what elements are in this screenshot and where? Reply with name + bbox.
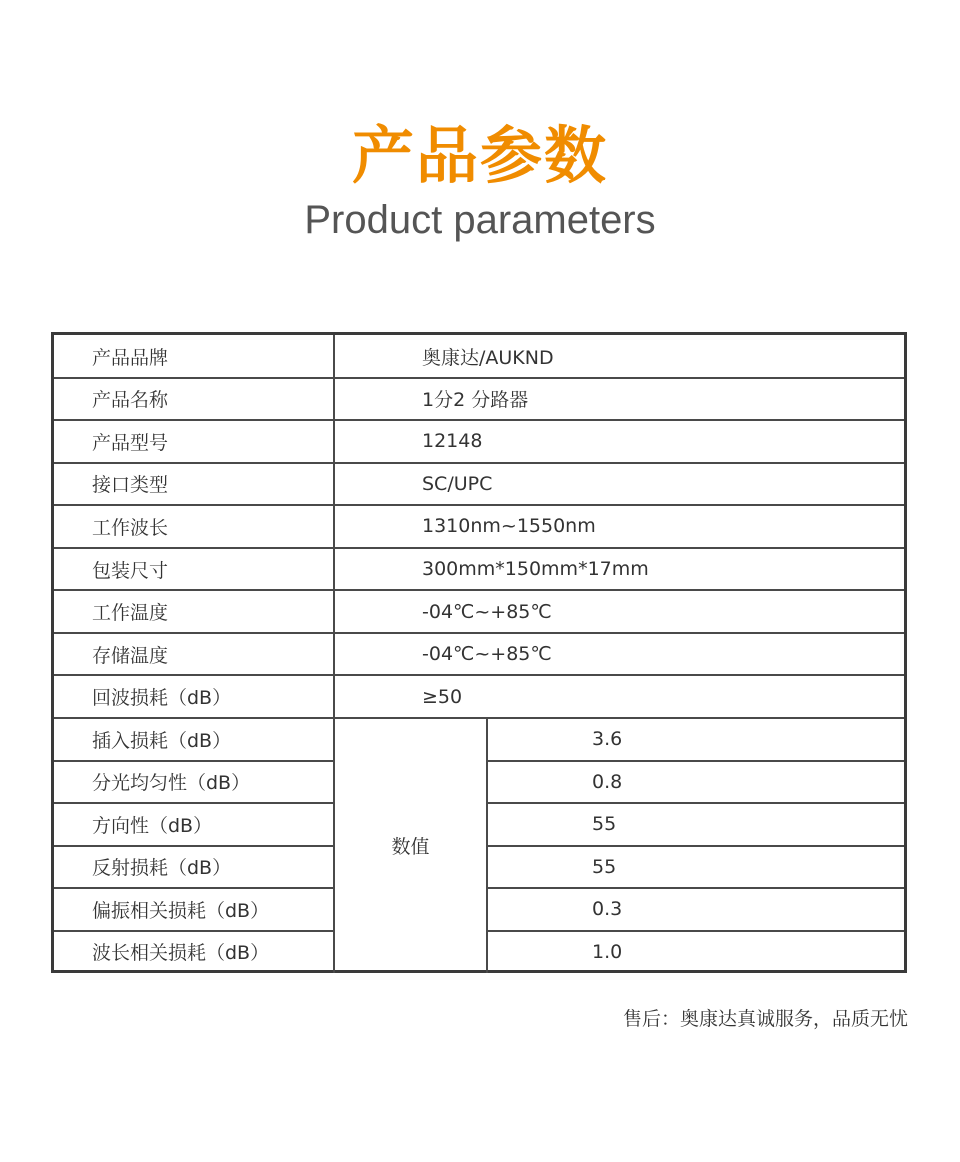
- param-label: 产品型号: [92, 431, 169, 454]
- param-value: 1310nm~1550nm: [422, 515, 596, 538]
- table-row: [54, 420, 904, 463]
- row-divider: [487, 802, 904, 804]
- param-label: 工作温度: [92, 602, 169, 625]
- param-label: 插入损耗（dB）: [92, 729, 232, 752]
- row-divider: [487, 845, 904, 847]
- table-row: [54, 463, 904, 506]
- row-divider: [54, 547, 904, 549]
- row-divider: [54, 717, 904, 719]
- row-divider: [487, 930, 904, 932]
- column-divider: [486, 718, 488, 973]
- table-row: [54, 505, 904, 548]
- param-value: SC/UPC: [422, 472, 493, 495]
- param-label: 方向性（dB）: [92, 814, 213, 837]
- param-value: 55: [592, 813, 617, 836]
- param-value: 300mm*150mm*17mm: [422, 558, 649, 581]
- param-label: 分光均匀性（dB）: [92, 772, 251, 795]
- row-divider: [54, 802, 334, 804]
- row-divider: [54, 504, 904, 506]
- row-divider: [487, 760, 904, 762]
- param-value: 55: [592, 855, 617, 878]
- param-label: 波长相关损耗（dB）: [92, 942, 270, 965]
- param-label: 反射损耗（dB）: [92, 857, 232, 880]
- table-row: [54, 675, 904, 718]
- after-sales-note: 售后：奥康达真诚服务，品质无忧: [622, 1008, 908, 1030]
- row-divider: [54, 462, 904, 464]
- param-value: 1.0: [592, 940, 623, 963]
- param-value: 0.3: [592, 898, 623, 921]
- param-value: 3.6: [592, 728, 623, 751]
- row-divider: [54, 377, 904, 379]
- page-title: 产品参数: [351, 119, 608, 192]
- row-divider: [54, 674, 904, 676]
- row-divider: [54, 632, 904, 634]
- parameters-table: [51, 332, 907, 973]
- table-row: [54, 590, 904, 633]
- param-value: -04℃~+85℃: [422, 600, 552, 623]
- row-divider: [54, 930, 334, 932]
- param-label: 包装尺寸: [92, 559, 169, 582]
- row-divider: [54, 589, 904, 591]
- group-label: 数值: [391, 836, 430, 859]
- param-label: 产品品牌: [92, 346, 169, 369]
- param-label: 回波损耗（dB）: [92, 687, 232, 710]
- table-row: [54, 335, 904, 378]
- param-value: 0.8: [592, 770, 623, 793]
- param-value: 1分2 分路器: [422, 389, 529, 412]
- page-subtitle: Product parameters: [304, 198, 656, 242]
- row-divider: [54, 419, 904, 421]
- row-divider: [54, 845, 334, 847]
- param-value: 奥康达/AUKND: [422, 346, 554, 369]
- row-divider: [54, 760, 334, 762]
- row-divider: [54, 887, 334, 889]
- column-divider: [333, 335, 335, 973]
- table-row: [54, 378, 904, 421]
- table-row: [54, 633, 904, 676]
- param-label: 工作波长: [92, 516, 169, 539]
- param-value: 12148: [422, 430, 483, 453]
- param-label: 偏振相关损耗（dB）: [92, 899, 270, 922]
- param-label: 接口类型: [92, 474, 169, 497]
- table-row: [54, 548, 904, 591]
- param-value: ≥50: [422, 685, 463, 708]
- param-label: 产品名称: [92, 389, 169, 412]
- row-divider: [487, 887, 904, 889]
- param-value: -04℃~+85℃: [422, 643, 552, 666]
- param-label: 存储温度: [92, 644, 169, 667]
